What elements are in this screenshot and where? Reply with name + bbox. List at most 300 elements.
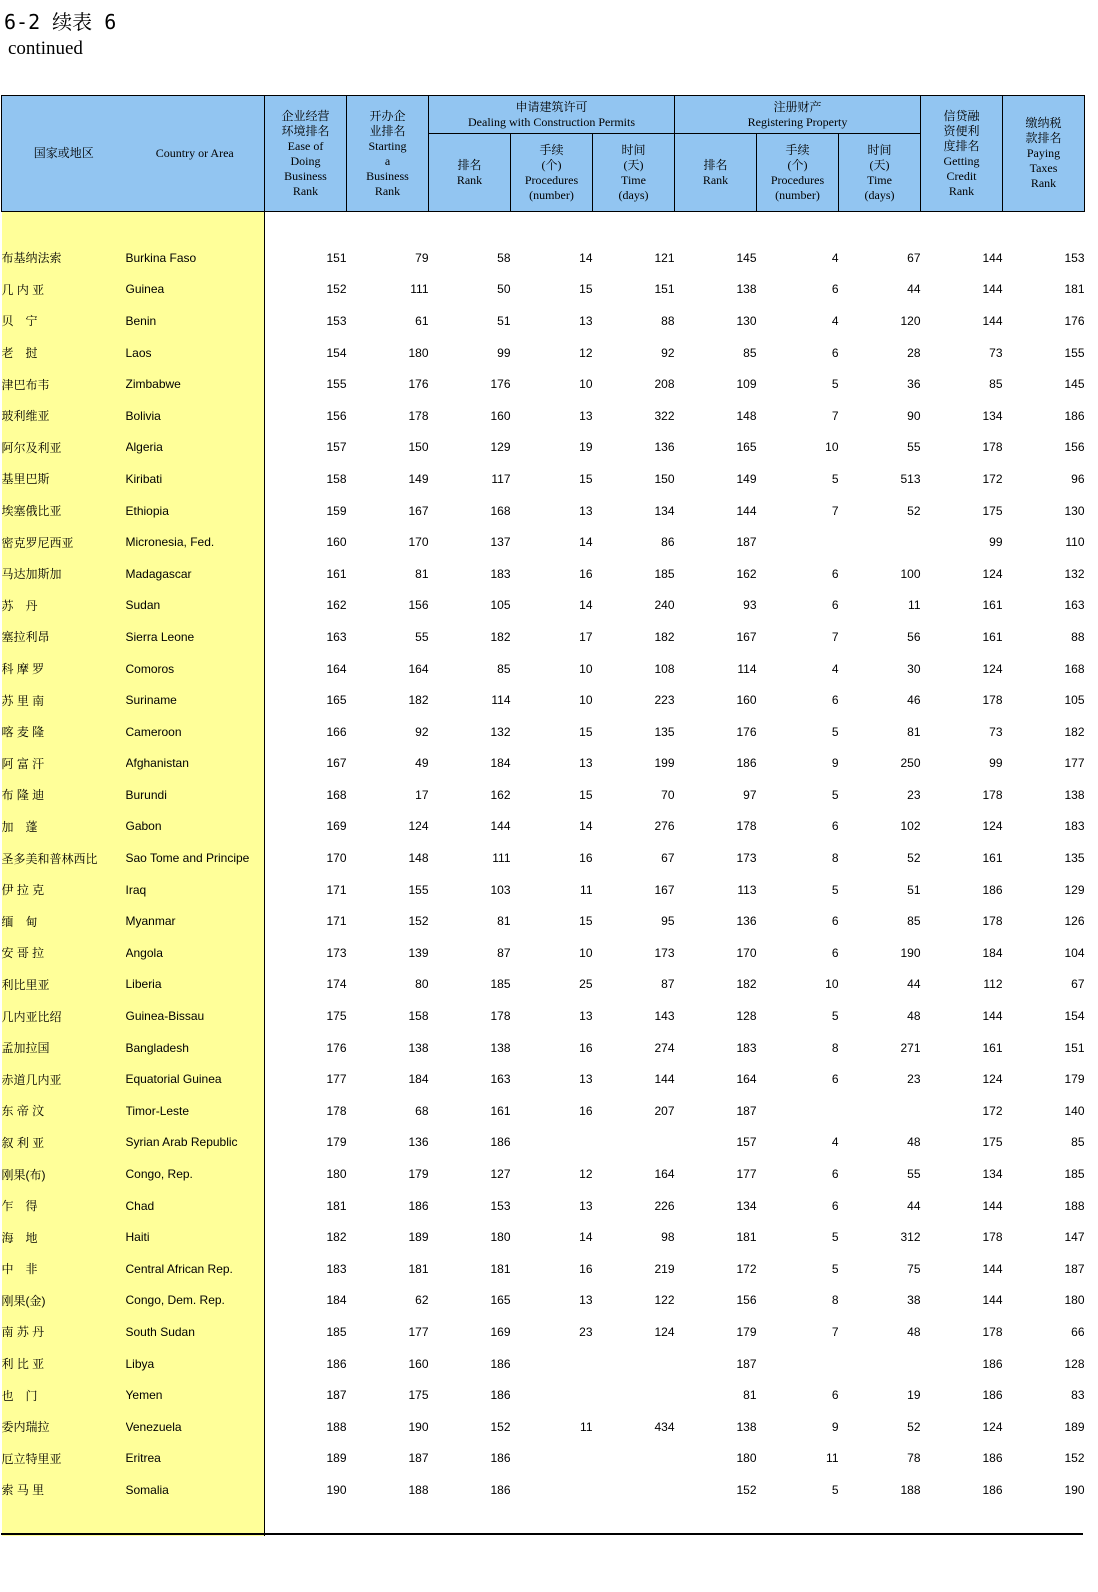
value-cell: 83 — [1071, 1388, 1085, 1403]
country-name-cn: 南 苏 丹 — [2, 1316, 126, 1348]
value-cell: 189 — [1064, 1419, 1085, 1434]
value-cell: 181 — [408, 1261, 429, 1276]
value-cell: 178 — [736, 819, 757, 834]
country-name-en: Somalia — [126, 1474, 265, 1506]
country-name-cn: 索 马 里 — [2, 1474, 126, 1506]
table-row — [2, 590, 1085, 622]
country-name-en: Libya — [126, 1348, 265, 1380]
country-name-cn: 老 挝 — [2, 337, 126, 369]
value-cell: 186 — [490, 1388, 511, 1403]
value-cell: 154 — [1064, 1009, 1085, 1024]
country-name-en: Algeria — [126, 432, 265, 464]
value-cell: 181 — [326, 1198, 347, 1213]
country-name-en: Timor-Leste — [126, 1095, 265, 1127]
value-cell: 8 — [831, 1040, 839, 1055]
value-cell: 136 — [654, 440, 675, 455]
value-cell: 98 — [661, 1230, 675, 1245]
value-cell: 168 — [1064, 661, 1085, 676]
country-name-cn: 埃塞俄比亚 — [2, 495, 126, 527]
value-cell: 6 — [831, 1198, 839, 1213]
value-cell: 44 — [907, 977, 921, 992]
value-cell: 163 — [326, 629, 347, 644]
value-cell: 186 — [326, 1356, 347, 1371]
value-cell: 161 — [490, 1103, 511, 1118]
value-cell: 12 — [579, 1167, 593, 1182]
value-cell: 186 — [736, 756, 757, 771]
country-name-en: Bangladesh — [126, 1032, 265, 1064]
value-cell: 185 — [1064, 1167, 1085, 1182]
value-cell: 169 — [490, 1324, 511, 1339]
value-cell: 183 — [1064, 819, 1085, 834]
value-cell: 187 — [736, 535, 757, 550]
table-header — [2, 96, 1085, 212]
value-cell: 177 — [1064, 756, 1085, 771]
value-cell: 152 — [408, 914, 429, 929]
value-cell: 181 — [490, 1261, 511, 1276]
value-cell: 178 — [982, 1230, 1003, 1245]
value-cell — [757, 526, 839, 558]
value-cell — [757, 1095, 839, 1127]
value-cell: 176 — [326, 1040, 347, 1055]
value-cell: 176 — [1064, 313, 1085, 328]
value-cell: 6 — [831, 914, 839, 929]
value-cell: 145 — [736, 250, 757, 265]
value-cell: 110 — [1065, 535, 1085, 550]
value-cell: 176 — [408, 377, 429, 392]
table-row — [2, 937, 1085, 969]
value-cell: 38 — [907, 1293, 921, 1308]
value-cell: 189 — [326, 1451, 347, 1466]
country-name-cn: 基里巴斯 — [2, 463, 126, 495]
value-cell: 161 — [982, 629, 1003, 644]
country-name-en: Micronesia, Fed. — [126, 526, 265, 558]
value-cell: 15 — [579, 724, 593, 739]
value-cell: 113 — [737, 882, 757, 897]
value-cell — [593, 1127, 675, 1159]
value-cell: 182 — [654, 629, 675, 644]
country-name-en: Bolivia — [126, 400, 265, 432]
country-name-en: Guinea — [126, 274, 265, 306]
value-cell: 178 — [982, 440, 1003, 455]
value-cell: 81 — [415, 566, 429, 581]
value-cell: 62 — [415, 1293, 429, 1308]
table-row — [2, 305, 1085, 337]
country-name-cn: 玻利维亚 — [2, 400, 126, 432]
value-cell: 80 — [415, 977, 429, 992]
value-cell: 9 — [831, 1419, 839, 1434]
value-cell: 92 — [661, 345, 675, 360]
table-row — [2, 1348, 1085, 1380]
value-cell: 6 — [831, 819, 839, 834]
value-cell: 190 — [900, 945, 921, 960]
value-cell: 185 — [326, 1324, 347, 1339]
value-cell: 155 — [326, 377, 347, 392]
value-cell: 23 — [907, 1072, 921, 1087]
value-cell: 15 — [579, 282, 593, 297]
country-name-en: Afghanistan — [126, 748, 265, 780]
value-cell: 182 — [1064, 724, 1085, 739]
header-property-rank: 排名 Rank — [675, 134, 757, 212]
country-name-cn: 科 摩 罗 — [2, 653, 126, 685]
country-name-en: Angola — [126, 937, 265, 969]
value-cell: 134 — [982, 1167, 1003, 1182]
value-cell: 4 — [831, 1135, 839, 1150]
value-cell: 138 — [736, 1419, 757, 1434]
value-cell: 169 — [326, 819, 347, 834]
value-cell: 188 — [1064, 1198, 1085, 1213]
table-bottom-rule — [1, 1533, 1083, 1535]
table-row — [2, 1379, 1085, 1411]
header-country-en: Country or Area — [126, 96, 265, 212]
value-cell: 11 — [826, 1451, 839, 1466]
value-cell: 97 — [743, 787, 757, 802]
table-row — [2, 1221, 1085, 1253]
value-cell: 162 — [736, 566, 757, 581]
value-cell: 312 — [900, 1230, 921, 1245]
table-row — [2, 400, 1085, 432]
value-cell: 178 — [408, 408, 429, 423]
value-cell: 186 — [982, 1451, 1003, 1466]
value-cell: 6 — [831, 566, 839, 581]
value-cell: 164 — [408, 661, 429, 676]
value-cell: 160 — [408, 1356, 429, 1371]
table-row — [2, 463, 1085, 495]
value-cell: 92 — [415, 724, 429, 739]
country-name-en: Central African Rep. — [126, 1253, 265, 1285]
value-cell: 156 — [326, 408, 347, 423]
value-cell: 126 — [1064, 914, 1085, 929]
value-cell: 16 — [579, 1103, 593, 1118]
value-cell: 151 — [326, 250, 347, 265]
value-cell: 240 — [654, 598, 675, 613]
value-cell: 223 — [654, 693, 675, 708]
value-cell: 55 — [415, 629, 429, 644]
value-cell: 145 — [1064, 377, 1085, 392]
value-cell: 271 — [900, 1040, 921, 1055]
value-cell: 8 — [831, 1293, 839, 1308]
country-name-cn: 利比里亚 — [2, 969, 126, 1001]
value-cell: 17 — [579, 629, 593, 644]
value-cell: 144 — [982, 282, 1003, 297]
value-cell: 144 — [982, 1261, 1003, 1276]
country-name-en: Ethiopia — [126, 495, 265, 527]
value-cell: 153 — [326, 313, 347, 328]
value-cell: 93 — [743, 598, 757, 613]
value-cell: 178 — [490, 1009, 511, 1024]
table-body — [2, 212, 1085, 1536]
value-cell: 134 — [982, 408, 1003, 423]
country-name-cn: 东 帝 汶 — [2, 1095, 126, 1127]
table-row — [2, 716, 1085, 748]
value-cell: 17 — [415, 787, 429, 802]
value-cell: 149 — [408, 471, 429, 486]
table-subtitle: continued — [8, 38, 83, 59]
value-cell: 5 — [831, 377, 839, 392]
value-cell: 14 — [579, 598, 593, 613]
value-cell: 99 — [989, 756, 1003, 771]
value-cell: 156 — [408, 598, 429, 613]
value-cell: 160 — [490, 408, 511, 423]
value-cell: 100 — [900, 566, 921, 581]
value-cell: 129 — [490, 440, 511, 455]
value-cell: 124 — [982, 819, 1003, 834]
value-cell: 52 — [907, 851, 921, 866]
value-cell: 154 — [326, 345, 347, 360]
value-cell: 138 — [408, 1040, 429, 1055]
country-name-cn: 刚果(金) — [2, 1285, 126, 1317]
value-cell: 51 — [497, 313, 511, 328]
value-cell: 5 — [831, 724, 839, 739]
value-cell: 6 — [831, 1167, 839, 1182]
country-name-cn: 厄立特里亚 — [2, 1443, 126, 1475]
value-cell — [839, 1348, 921, 1380]
value-cell: 161 — [982, 851, 1003, 866]
value-cell: 168 — [490, 503, 511, 518]
value-cell: 14 — [579, 250, 593, 265]
value-cell: 10 — [579, 945, 593, 960]
value-cell: 13 — [579, 1009, 593, 1024]
value-cell: 199 — [654, 756, 675, 771]
value-cell: 144 — [654, 1072, 675, 1087]
value-cell: 167 — [326, 756, 347, 771]
value-cell: 5 — [831, 1009, 839, 1024]
value-cell: 190 — [326, 1482, 347, 1497]
value-cell: 13 — [579, 313, 593, 328]
value-cell: 179 — [1064, 1072, 1085, 1087]
value-cell: 178 — [982, 787, 1003, 802]
value-cell: 128 — [736, 1009, 757, 1024]
country-name-cn: 圣多美和普林西比 — [2, 842, 126, 874]
value-cell: 6 — [831, 1388, 839, 1403]
value-cell: 138 — [1064, 787, 1085, 802]
value-cell: 23 — [579, 1324, 593, 1339]
value-cell: 10 — [825, 440, 839, 455]
value-cell: 6 — [831, 1072, 839, 1087]
value-cell: 81 — [497, 914, 511, 929]
table-row — [2, 1474, 1085, 1506]
value-cell: 179 — [736, 1324, 757, 1339]
value-cell: 99 — [497, 345, 511, 360]
country-name-en: Congo, Dem. Rep. — [126, 1285, 265, 1317]
value-cell: 175 — [408, 1388, 429, 1403]
value-cell: 4 — [831, 313, 839, 328]
value-cell: 139 — [408, 945, 429, 960]
value-cell — [593, 1379, 675, 1411]
country-name-en: Liberia — [126, 969, 265, 1001]
header-construction-time: 时间 (天) Time (days) — [593, 134, 675, 212]
country-name-en: Gabon — [126, 811, 265, 843]
value-cell: 276 — [654, 819, 675, 834]
table-row — [2, 905, 1085, 937]
table-row — [2, 874, 1085, 906]
value-cell: 124 — [982, 566, 1003, 581]
country-name-cn: 中 非 — [2, 1253, 126, 1285]
table-row — [2, 653, 1085, 685]
value-cell: 148 — [736, 408, 757, 423]
value-cell: 177 — [408, 1324, 429, 1339]
value-cell: 128 — [1064, 1356, 1085, 1371]
value-cell: 188 — [900, 1482, 921, 1497]
value-cell: 88 — [661, 313, 675, 328]
value-cell: 188 — [326, 1419, 347, 1434]
value-cell: 28 — [907, 345, 921, 360]
value-cell: 16 — [579, 1040, 593, 1055]
value-cell: 180 — [408, 345, 429, 360]
value-cell: 117 — [491, 471, 511, 486]
value-cell: 108 — [654, 661, 675, 676]
value-cell: 164 — [326, 661, 347, 676]
value-cell: 184 — [982, 945, 1003, 960]
value-cell: 181 — [736, 1230, 757, 1245]
value-cell: 181 — [1064, 282, 1085, 297]
value-cell: 114 — [491, 693, 511, 708]
value-cell: 105 — [490, 598, 511, 613]
table-row — [2, 621, 1085, 653]
value-cell: 55 — [907, 1167, 921, 1182]
value-cell: 144 — [982, 1009, 1003, 1024]
table-row — [2, 811, 1085, 843]
value-cell: 172 — [982, 471, 1003, 486]
value-cell: 147 — [1064, 1230, 1085, 1245]
value-cell: 109 — [736, 377, 757, 392]
country-name-en: Comoros — [126, 653, 265, 685]
value-cell: 185 — [490, 977, 511, 992]
value-cell: 182 — [408, 693, 429, 708]
value-cell: 226 — [654, 1198, 675, 1213]
value-cell: 166 — [326, 724, 347, 739]
value-cell: 122 — [654, 1293, 675, 1308]
value-cell: 167 — [408, 503, 429, 518]
value-cell: 6 — [831, 693, 839, 708]
value-cell: 7 — [831, 408, 839, 423]
value-cell: 187 — [736, 1356, 757, 1371]
value-cell: 174 — [326, 977, 347, 992]
value-cell: 183 — [736, 1040, 757, 1055]
value-cell: 5 — [831, 1261, 839, 1276]
value-cell: 10 — [825, 977, 839, 992]
value-cell: 15 — [579, 914, 593, 929]
table-row — [2, 1411, 1085, 1443]
value-cell: 208 — [654, 377, 675, 392]
value-cell: 180 — [1064, 1293, 1085, 1308]
value-cell: 182 — [736, 977, 757, 992]
ranking-table — [1, 95, 1085, 1536]
value-cell: 170 — [408, 535, 429, 550]
table-row — [2, 1063, 1085, 1095]
table-row — [2, 1253, 1085, 1285]
value-cell: 150 — [408, 440, 429, 455]
country-name-en: Iraq — [126, 874, 265, 906]
table-row — [2, 684, 1085, 716]
value-cell: 183 — [326, 1261, 347, 1276]
value-cell: 170 — [736, 945, 757, 960]
value-cell: 163 — [490, 1072, 511, 1087]
value-cell: 179 — [326, 1135, 347, 1150]
value-cell: 163 — [1064, 598, 1085, 613]
value-cell: 66 — [1071, 1324, 1085, 1339]
value-cell: 189 — [408, 1230, 429, 1245]
value-cell: 48 — [907, 1135, 921, 1150]
table-row — [2, 779, 1085, 811]
value-cell: 13 — [579, 1072, 593, 1087]
country-name-cn: 利 比 亚 — [2, 1348, 126, 1380]
value-cell: 434 — [654, 1419, 675, 1434]
country-name-cn: 布基纳法索 — [2, 242, 126, 274]
value-cell: 170 — [326, 851, 347, 866]
header-registering-property: 注册财产 Registering Property — [675, 96, 921, 134]
value-cell: 173 — [654, 945, 675, 960]
table-row — [2, 1000, 1085, 1032]
value-cell — [839, 526, 921, 558]
header-starting-business: 开办企 业排名 Starting a Business Rank — [347, 96, 429, 212]
value-cell: 152 — [326, 282, 347, 297]
value-cell: 14 — [579, 535, 593, 550]
country-name-en: Myanmar — [126, 905, 265, 937]
value-cell: 162 — [490, 787, 511, 802]
value-cell: 152 — [1064, 1451, 1085, 1466]
value-cell: 58 — [497, 250, 511, 265]
value-cell: 153 — [490, 1198, 511, 1213]
value-cell: 164 — [654, 1167, 675, 1182]
value-cell: 155 — [1064, 345, 1085, 360]
value-cell: 15 — [579, 787, 593, 802]
value-cell: 157 — [326, 440, 347, 455]
value-cell: 140 — [1064, 1103, 1085, 1118]
value-cell: 177 — [326, 1072, 347, 1087]
value-cell: 103 — [490, 882, 511, 897]
value-cell: 178 — [982, 914, 1003, 929]
value-cell: 162 — [326, 598, 347, 613]
value-cell: 90 — [907, 408, 921, 423]
value-cell: 130 — [1064, 503, 1085, 518]
value-cell: 6 — [831, 598, 839, 613]
value-cell: 186 — [982, 882, 1003, 897]
value-cell: 130 — [736, 313, 757, 328]
value-cell: 161 — [982, 598, 1003, 613]
value-cell: 85 — [989, 377, 1003, 392]
value-cell: 124 — [982, 1072, 1003, 1087]
value-cell — [593, 1474, 675, 1506]
value-cell: 167 — [736, 629, 757, 644]
value-cell — [593, 1348, 675, 1380]
value-cell: 73 — [989, 724, 1003, 739]
country-name-cn: 布 隆 迪 — [2, 779, 126, 811]
table-row — [2, 558, 1085, 590]
value-cell: 85 — [743, 345, 757, 360]
value-cell: 156 — [736, 1293, 757, 1308]
table-row — [2, 1316, 1085, 1348]
country-name-en: Sierra Leone — [126, 621, 265, 653]
country-name-cn: 阿 富 汗 — [2, 748, 126, 780]
country-name-en: Equatorial Guinea — [126, 1063, 265, 1095]
value-cell — [511, 1127, 593, 1159]
value-cell: 99 — [989, 535, 1003, 550]
country-name-en: Haiti — [126, 1221, 265, 1253]
value-cell: 16 — [579, 1261, 593, 1276]
value-cell: 165 — [490, 1293, 511, 1308]
value-cell: 175 — [982, 1135, 1003, 1150]
country-name-en: Benin — [126, 305, 265, 337]
value-cell: 11 — [580, 882, 593, 897]
value-cell: 75 — [907, 1261, 921, 1276]
value-cell: 156 — [1064, 440, 1085, 455]
value-cell: 160 — [736, 693, 757, 708]
table-row — [2, 1285, 1085, 1317]
country-name-en: South Sudan — [126, 1316, 265, 1348]
value-cell: 85 — [497, 661, 511, 676]
country-name-cn: 几 内 亚 — [2, 274, 126, 306]
value-cell: 9 — [831, 756, 839, 771]
